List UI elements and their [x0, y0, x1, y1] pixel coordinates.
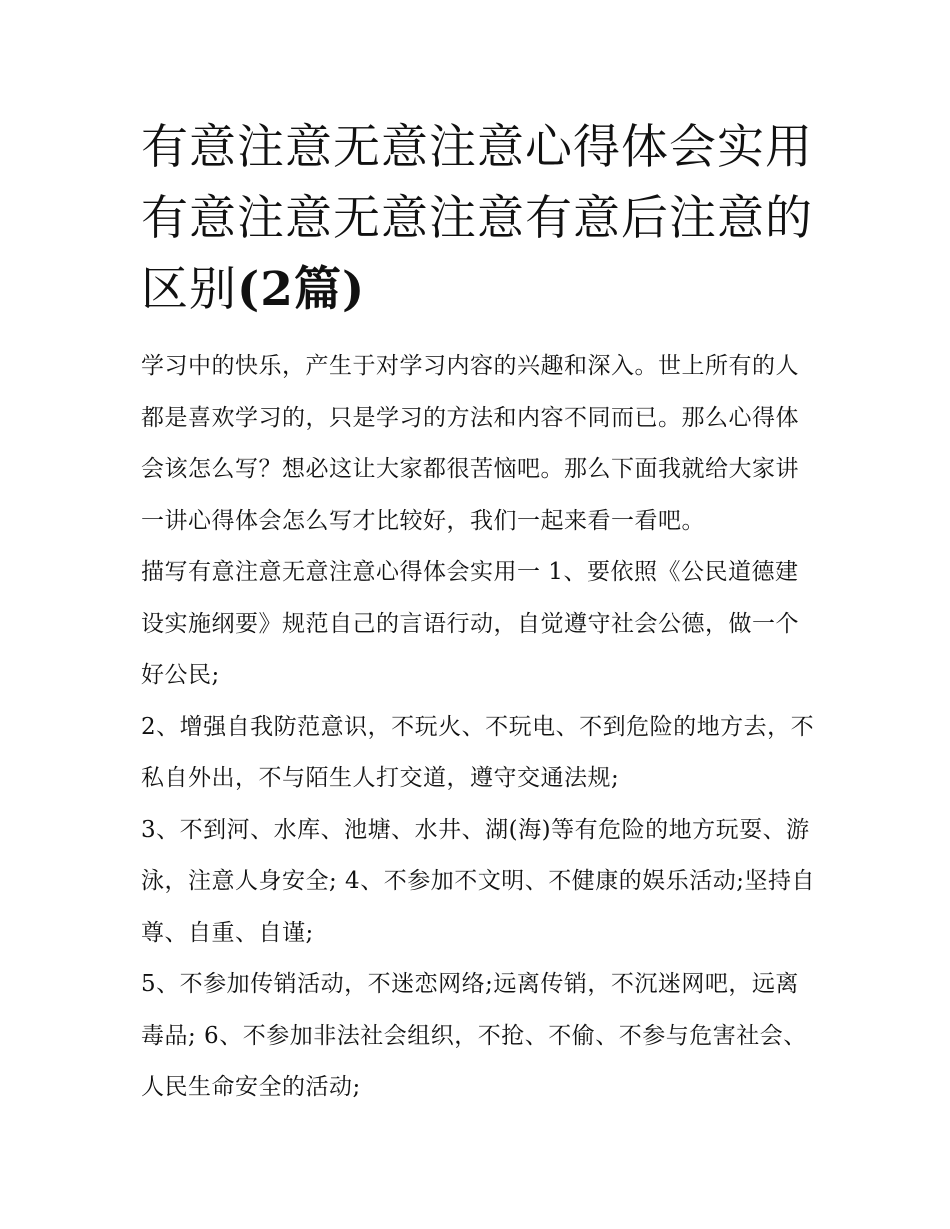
document-title — [141, 112, 821, 325]
list-item-2: 2、增强自我防范意识，不玩火、不玩电、不到危险的地方去，不私自外出，不与陌生人打交道，遵守交通法规; — [141, 713, 815, 791]
document-page — [141, 112, 821, 1114]
list-item-5-6: 5、不参加传销活动，不迷恋网络;远离传销，不沉迷网吧，远离毒品; 6、不参加非法社会组织，不抢、不偷、不参与危害社会、人民生命安全的活动; — [141, 971, 807, 1100]
list-item-3-4: 3、不到河、水库、池塘、水井、湖(海)等有危险的地方玩耍、游泳，注意人身安全; 4、不参加不文明、不健康的娱乐活动;坚持自尊、自重、自谨; — [141, 816, 815, 946]
title-count: (2篇) — [237, 262, 366, 317]
list-item-1: 描写有意注意无意注意心得体会实用一 1、要依照《公民道德建设实施纲要》规范自己的言语行动，自觉遵守社会公德，做一个好公民; — [141, 559, 799, 688]
title-text: 有意注意无意注意心得体会实用 有意注意无意注意有意后注意的区别 — [141, 120, 813, 317]
intro-paragraph: 学习中的快乐，产生于对学习内容的兴趣和深入。世上所有的人都是喜欢学习的，只是学习的方法和内容不同而已。那么心得体会该怎么写？想必这让大家都很苦恼吧。那么下面我就给大家讲一讲心得体会怎么写才比较好，我们一起来看一看吧。 — [141, 353, 799, 534]
